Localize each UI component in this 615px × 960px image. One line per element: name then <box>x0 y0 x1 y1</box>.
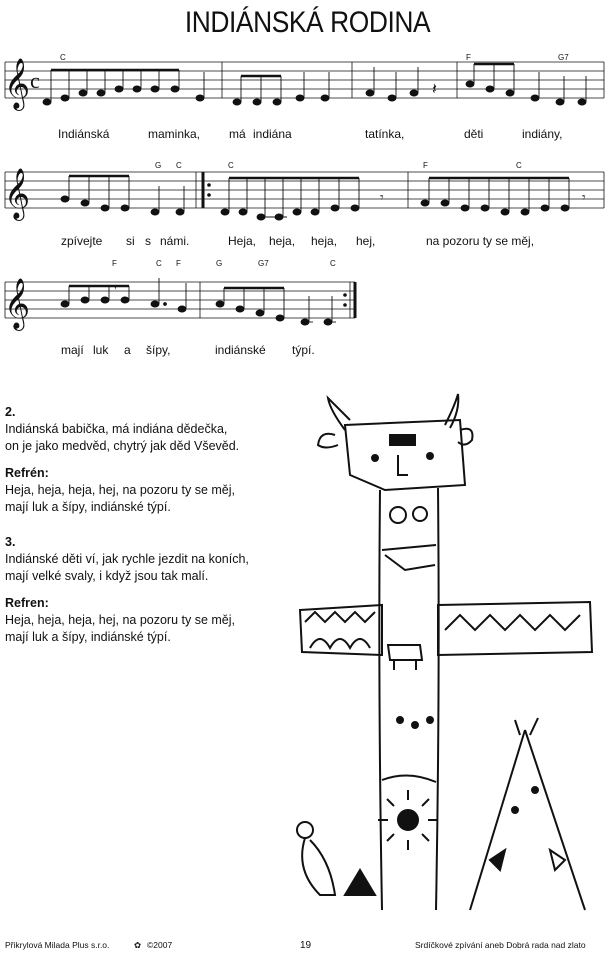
totem-arm-right <box>438 602 592 655</box>
treble-clef-icon: 𝄞 <box>4 168 31 219</box>
lyric-word: indiána <box>253 127 292 141</box>
lyric-word: mají <box>61 343 84 357</box>
chord-label: F <box>423 161 428 170</box>
staff-row-3 <box>5 282 355 318</box>
butterfly-icon: ✿ <box>134 940 142 950</box>
lyric-word: tatínka, <box>365 127 405 141</box>
verse-2 <box>5 404 249 455</box>
refrain-2 <box>5 595 249 646</box>
notes-row-2 <box>61 176 569 220</box>
lyric-word: šípy, <box>146 343 171 357</box>
chord-label: C <box>156 259 162 268</box>
totem-drawing <box>290 390 610 930</box>
chord-label: F <box>112 259 117 268</box>
lyric-word: s <box>145 234 151 248</box>
chord-label: F <box>466 53 471 62</box>
notes-row-1 <box>43 64 586 105</box>
verse-line: Indiánská babička, má indiána dědečka, <box>5 422 228 436</box>
chord-label: G <box>216 259 223 268</box>
refrain-1 <box>5 465 249 516</box>
chord-label: G <box>155 161 162 170</box>
lyric-word: Indiánská <box>58 127 110 141</box>
lyric-word: si <box>126 234 135 248</box>
lyric-word: heja, <box>269 234 296 248</box>
svg-text:𝄾: 𝄾 <box>582 190 586 206</box>
verse-line: Heja, heja, heja, hej, na pozoru ty se měj, <box>5 483 235 497</box>
footer-book-title: Srdíčkové zpívání aneb Dobrá rada nad zlato <box>415 940 586 950</box>
lyric-word: indiány, <box>522 127 563 141</box>
chord-label: C <box>330 259 336 268</box>
lyric-word: děti <box>464 127 484 141</box>
song-title: INDIÁNSKÁ RODINA <box>184 6 431 39</box>
svg-text:,: , <box>114 280 117 291</box>
teepee <box>470 718 585 910</box>
verse-line: on je jako medvěd, chytrý jak děd Vševěd. <box>5 439 240 453</box>
verse-line: mají luk a šípy, indiánské týpí. <box>5 630 171 644</box>
chord-label: C <box>228 161 234 170</box>
verses-block <box>5 404 249 646</box>
sun-icon <box>398 810 418 830</box>
child-figure <box>297 822 313 838</box>
lyric-word: Heja, <box>228 234 257 248</box>
common-time-icon: c <box>30 68 40 93</box>
footer-year: ©2007 <box>147 940 173 950</box>
lyric-word: heja, <box>311 234 338 248</box>
verse-3 <box>5 534 249 585</box>
svg-text:𝄾: 𝄾 <box>380 190 384 206</box>
page-number: 19 <box>300 940 312 951</box>
chord-label: C <box>516 161 522 170</box>
chord-label: G7 <box>558 53 569 62</box>
lyric-word: námi. <box>160 234 190 248</box>
verse-line: mají velké svaly, i když jsou tak malí. <box>5 569 209 583</box>
verse-heading: Refrén: <box>5 466 49 480</box>
verse-heading: Refren: <box>5 596 49 610</box>
totem-pole-left-edge <box>379 490 382 910</box>
verse-line: mají luk a šípy, indiánské týpí. <box>5 500 171 514</box>
totem-head <box>345 420 465 490</box>
music-score <box>0 0 615 380</box>
chord-label: C <box>176 161 182 170</box>
lyric-word: zpívejte <box>61 234 103 248</box>
verse-line: Heja, heja, heja, hej, na pozoru ty se měj, <box>5 613 235 627</box>
chord-label: F <box>176 259 181 268</box>
treble-clef-icon: 𝄞 <box>4 278 31 329</box>
lyric-word: luk <box>93 343 109 357</box>
footer-publisher: Přikrylová Milada Plus s.r.o. <box>5 940 110 950</box>
lyric-word: maminka, <box>148 127 201 141</box>
treble-clef-icon: 𝄞 <box>4 58 31 109</box>
lyric-word: hej, <box>356 234 376 248</box>
chord-label: G7 <box>258 259 269 268</box>
lyric-word: týpí. <box>292 343 315 357</box>
verse-heading: 2. <box>5 405 16 419</box>
chord-label: C <box>60 53 66 62</box>
svg-text:𝄽: 𝄽 <box>432 79 437 98</box>
lyric-word: má <box>229 127 246 141</box>
verse-line: Indiánské děti ví, jak rychle jezdit na koních, <box>5 552 249 566</box>
verse-heading: 3. <box>5 535 16 549</box>
lyric-word: indiánské <box>215 343 266 357</box>
lyric-word: a <box>124 343 131 357</box>
lyric-phrase: na pozoru ty se měj, <box>426 234 535 248</box>
